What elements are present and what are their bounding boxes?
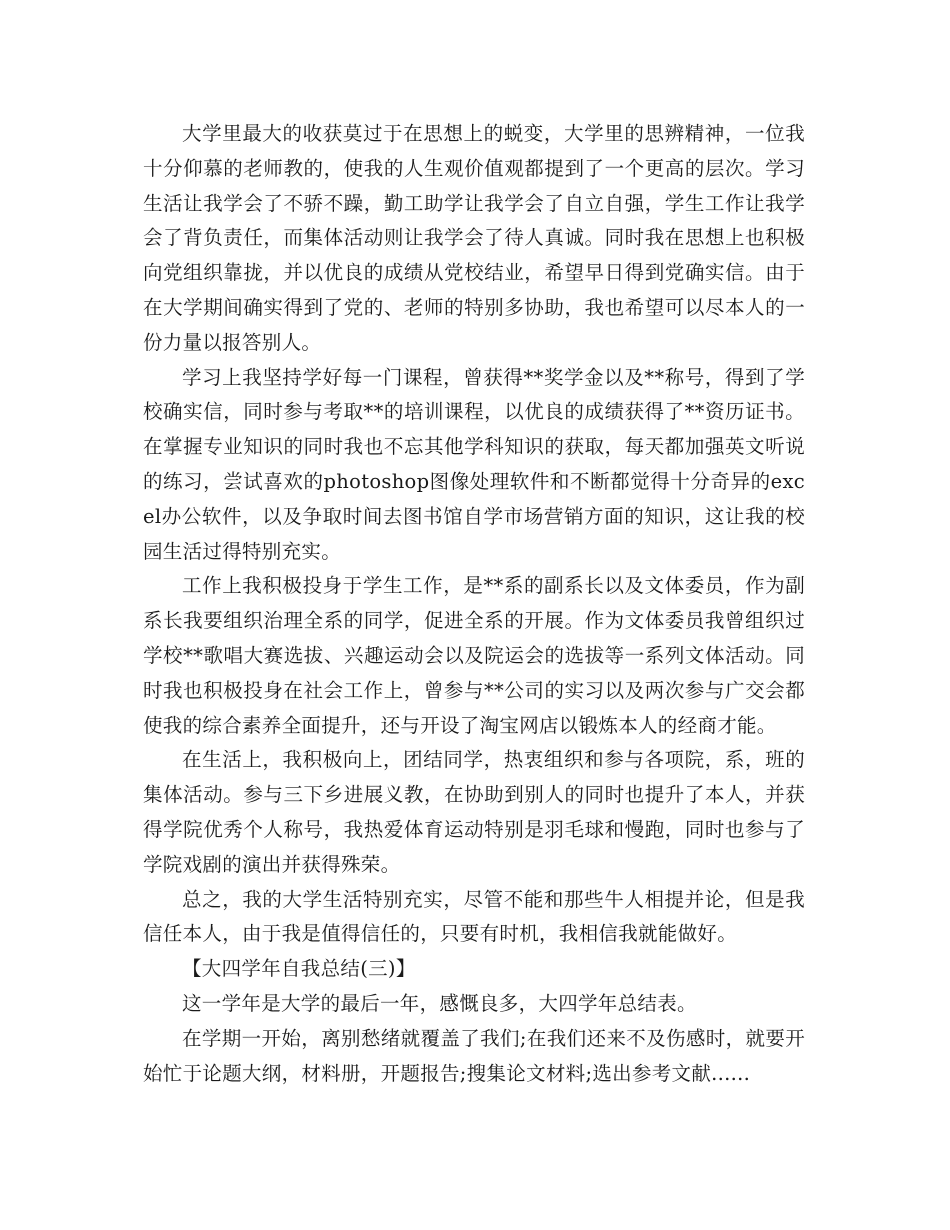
paragraph-conclusion: 总之，我的大学生活特别充实，尽管不能和那些牛人相提并论，但是我信任本人，由于我是值得信任的，只要有时机，我相信我就能做好。 xyxy=(143,887,805,946)
paragraph-semester-start: 在学期一开始，离别愁绪就覆盖了我们;在我们还来不及伤感时，就要开始忙于论题大纲，材料册，开题报告;搜集论文材料;选出参考文献...... xyxy=(143,1026,805,1085)
section-heading: 【大四学年自我总结(三)】 xyxy=(182,957,416,981)
paragraph-life: 在生活上，我积极向上，团结同学，热衷组织和参与各项院，系，班的集体活动。参与三下乡进展义教，在协助到别人的同时也提升了本人，并获得学院优秀个人称号，我热爱体育运动特别是羽毛球和慢跑，同时也参与了学院戏剧的演出并获得殊荣。 xyxy=(143,748,805,876)
document-body xyxy=(143,117,805,1091)
paragraph-university-growth: 大学里最大的收获莫过于在思想上的蜕变，大学里的思辨精神，一位我十分仰慕的老师教的，使我的人生观价值观都提到了一个更高的层次。学习生活让我学会了不骄不躁，勤工助学让我学会了自立自强，学生工作让我学会了背负责任，而集体活动则让我学会了待人真诚。同时我在思想上也积极向党组织靠拢，并以优良的成绩从党校结业，希望早日得到党确实信。由于在大学期间确实得到了党的、老师的特别多协助，我也希望可以尽本人的一份力量以报答别人。 xyxy=(143,122,805,354)
paragraph-final-year: 这一学年是大学的最后一年，感慨良多，大四学年总结表。 xyxy=(182,991,697,1015)
paragraph-study: 学习上我坚持学好每一门课程，曾获得**奖学金以及**称号，得到了学校确实信，同时参与考取**的培训课程，以优良的成绩获得了**资历证书。在掌握专业知识的同时我也不忘其他学科知识的获取，每天都加强英文听说的练习，尝试喜欢的photoshop图像处理软件和不断都觉得十分奇异的excel办公软件，以及争取时间去图书馆自学市场营销方面的知识，这让我的校园生活过得特别充实。 xyxy=(143,365,805,563)
paragraph-work: 工作上我积极投身于学生工作，是**系的副系长以及文体委员，作为副系长我要组织治理全系的同学，促进全系的开展。作为文体委员我曾组织过学校**歌唱大赛选拔、兴趣运动会以及院运会的选拔等一系列文体活动。同时我也积极投身在社会工作上，曾参与**公司的实习以及两次参与广交会都使我的综合素养全面提升，还与开设了淘宝网店以锻炼本人的经商才能。 xyxy=(143,574,805,737)
